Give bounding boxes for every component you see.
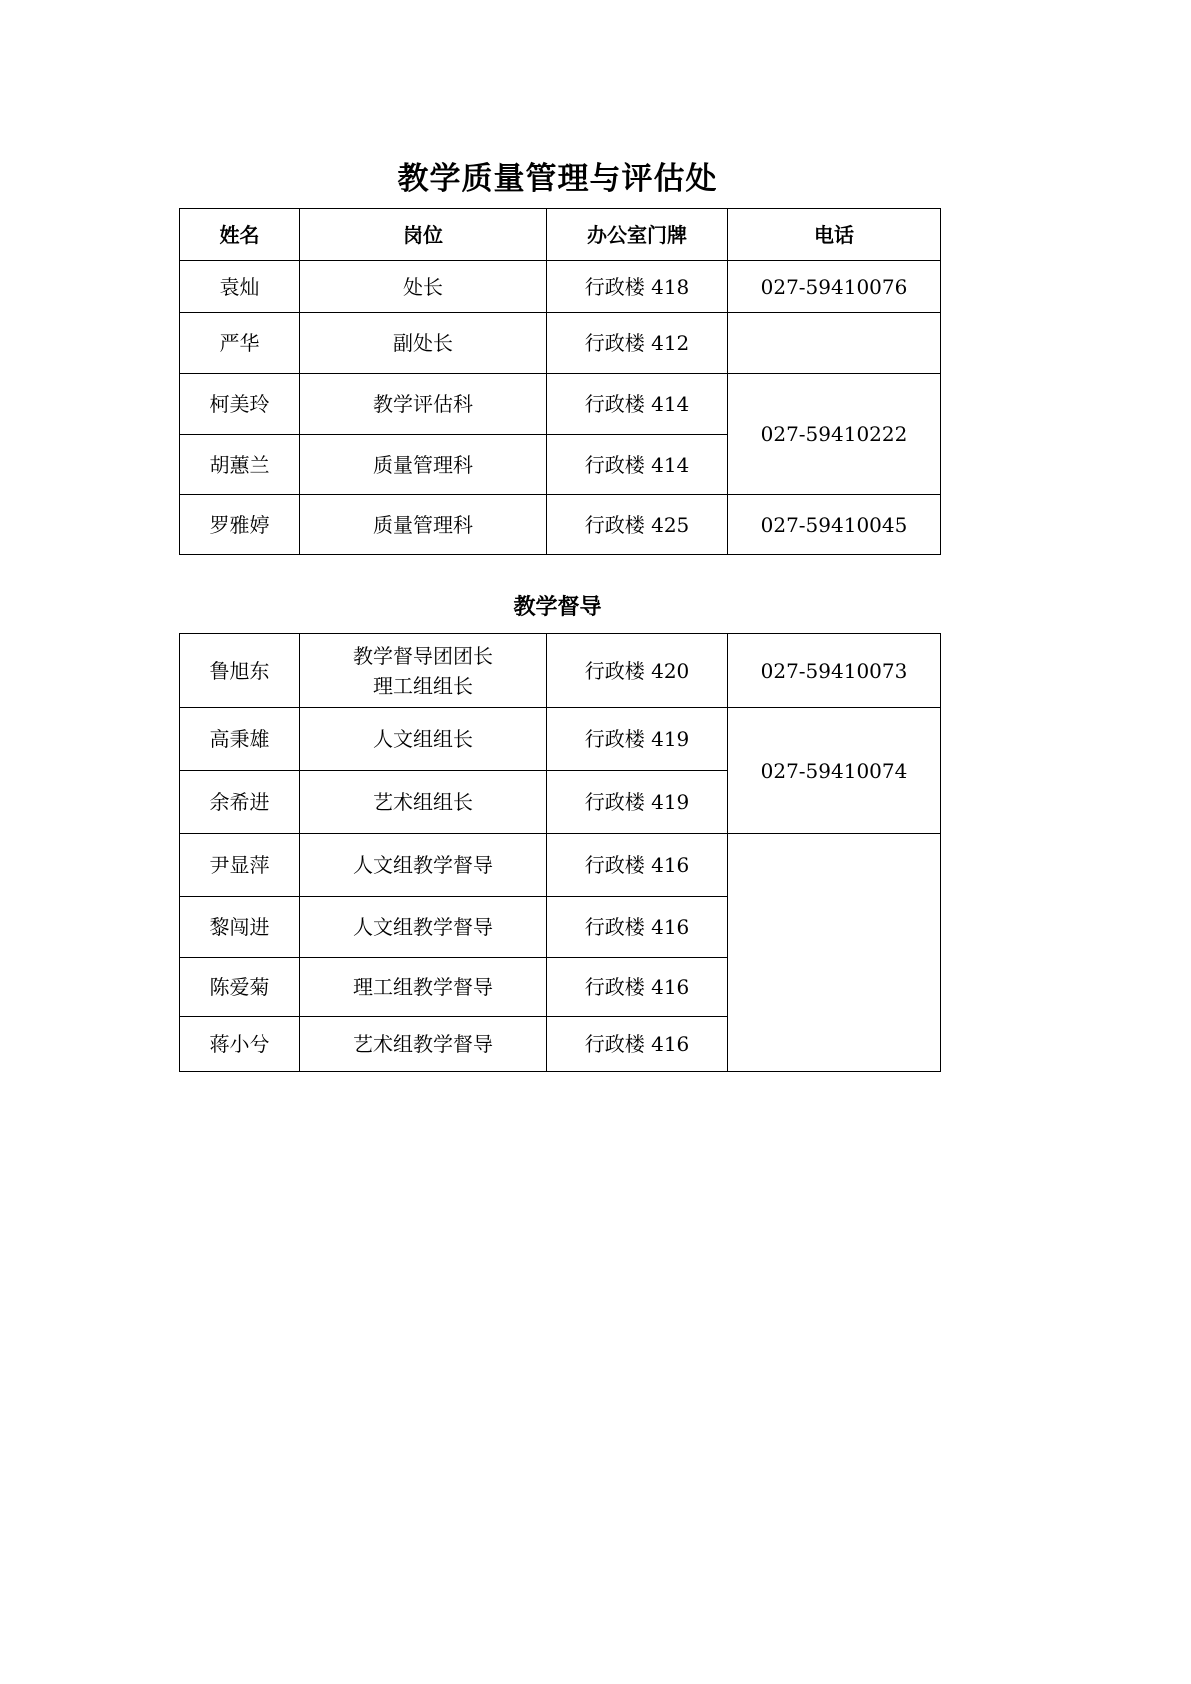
table-row bbox=[180, 495, 941, 555]
cell-office: 行政楼 416 bbox=[547, 897, 728, 958]
table-row bbox=[180, 374, 941, 435]
cell-post: 质量管理科 bbox=[300, 435, 547, 495]
table-row bbox=[180, 634, 941, 708]
cell-post: 人文组教学督导 bbox=[300, 834, 547, 897]
header-office: 办公室门牌 bbox=[547, 209, 728, 261]
cell-name: 尹显萍 bbox=[180, 834, 300, 897]
cell-office: 行政楼 416 bbox=[547, 834, 728, 897]
cell-office: 行政楼 425 bbox=[547, 495, 728, 555]
cell-post: 理工组教学督导 bbox=[300, 958, 547, 1017]
cell-name: 陈爱菊 bbox=[180, 958, 300, 1017]
cell-phone: 027-59410076 bbox=[728, 261, 941, 313]
cell-post: 人文组组长 bbox=[300, 708, 547, 771]
post-line: 教学督导团团长 bbox=[353, 643, 493, 668]
cell-name: 胡蕙兰 bbox=[180, 435, 300, 495]
table-header-row bbox=[180, 209, 941, 261]
cell-phone: 027-59410074 bbox=[728, 708, 941, 834]
cell-office: 行政楼 419 bbox=[547, 708, 728, 771]
cell-name: 高秉雄 bbox=[180, 708, 300, 771]
post-line: 理工组组长 bbox=[373, 673, 473, 698]
table-row bbox=[180, 313, 941, 374]
cell-phone bbox=[728, 834, 941, 1072]
cell-name: 黎闯进 bbox=[180, 897, 300, 958]
cell-name: 严华 bbox=[180, 313, 300, 374]
cell-phone: 027-59410222 bbox=[728, 374, 941, 495]
table-row bbox=[180, 708, 941, 771]
cell-office: 行政楼 416 bbox=[547, 958, 728, 1017]
cell-post: 艺术组教学督导 bbox=[300, 1017, 547, 1072]
cell-office: 行政楼 414 bbox=[547, 374, 728, 435]
header-phone: 电话 bbox=[728, 209, 941, 261]
cell-office: 行政楼 416 bbox=[547, 1017, 728, 1072]
cell-post: 副处长 bbox=[300, 313, 547, 374]
supervision-table bbox=[179, 633, 941, 1072]
cell-office: 行政楼 419 bbox=[547, 771, 728, 834]
cell-post bbox=[300, 634, 547, 708]
cell-phone bbox=[728, 313, 941, 374]
header-name: 姓名 bbox=[180, 209, 300, 261]
table-row bbox=[180, 834, 941, 897]
cell-name: 鲁旭东 bbox=[180, 634, 300, 708]
cell-post: 处长 bbox=[300, 261, 547, 313]
cell-post: 人文组教学督导 bbox=[300, 897, 547, 958]
header-post: 岗位 bbox=[300, 209, 547, 261]
cell-name: 柯美玲 bbox=[180, 374, 300, 435]
cell-phone: 027-59410073 bbox=[728, 634, 941, 708]
cell-name: 袁灿 bbox=[180, 261, 300, 313]
cell-post: 艺术组组长 bbox=[300, 771, 547, 834]
cell-post: 教学评估科 bbox=[300, 374, 547, 435]
cell-name: 余希进 bbox=[180, 771, 300, 834]
section-title: 教学督导 bbox=[513, 595, 602, 620]
cell-name: 蒋小兮 bbox=[180, 1017, 300, 1072]
cell-post: 质量管理科 bbox=[300, 495, 547, 555]
staff-table bbox=[179, 208, 941, 555]
table-row bbox=[180, 261, 941, 313]
cell-office: 行政楼 420 bbox=[547, 634, 728, 708]
page-title: 教学质量管理与评估处 bbox=[397, 161, 718, 197]
cell-office: 行政楼 418 bbox=[547, 261, 728, 313]
cell-phone: 027-59410045 bbox=[728, 495, 941, 555]
cell-office: 行政楼 414 bbox=[547, 435, 728, 495]
cell-name: 罗雅婷 bbox=[180, 495, 300, 555]
cell-office: 行政楼 412 bbox=[547, 313, 728, 374]
